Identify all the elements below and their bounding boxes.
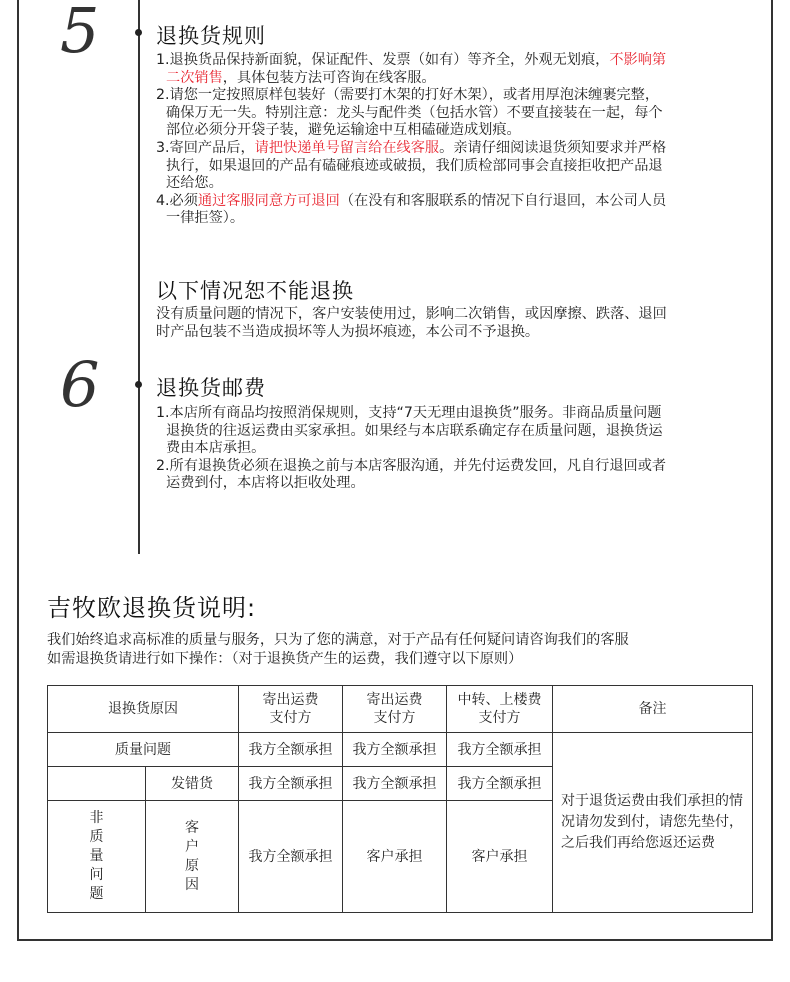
shipping-fee-table [47,685,753,913]
rule-3-text-cont2: 还给您。 [166,175,223,192]
table-cell: 我方全额承担 [447,767,553,801]
table-cell: 我方全额承担 [239,767,343,801]
rule-3-text-cont: 执行，如果退回的产品有磕碰痕迹或破损，我们质检部同事会直接拒收把产品退 [166,157,663,174]
reason-non-quality-text: 非质量问题 [89,810,104,902]
no-return-line-2: 时产品包装不当造成损坏等人为损坏痕迹，本公司不予退换。 [156,323,540,340]
reason-customer [146,801,239,913]
reason-quality: 质量问题 [48,733,239,767]
shipping-list [156,405,666,493]
table-cell: 我方全额承担 [447,733,553,767]
timeline-line [138,0,140,554]
table-cell: 客户承担 [343,801,447,913]
header-send-fee: 寄出运费 支付方 [239,686,343,733]
table-cell: 我方全额承担 [239,733,343,767]
rule-3-text-b: 。亲请仔细阅读退货须知要求并严格 [439,139,667,156]
rule-1-highlight: 不影响第 [609,52,667,68]
rules-list [156,52,666,228]
shipping-2-text: 2.所有退换货必须在退换之前与本店客服沟通，并先付运费发回，凡自行退回或者 [156,457,667,474]
policy-intro [47,631,629,668]
rule-4-highlight: 通过客服同意方可退回 [197,192,340,209]
rule-2-text: 2.请您一定按照原样包装好（需要打木架的打好木架），或者用厚泡沫缠裹完整， [156,87,660,104]
policy-title: 吉牧欧退换货说明: [47,594,257,622]
shipping-1-text: 1.本店所有商品均按照消保规则，支持“7天无理由退换货”服务。非商品质量问题 [156,405,662,421]
no-return-text [156,306,667,341]
reason-non-quality [48,801,146,913]
rule-2-text-cont: 确保万无一失。特别注意：龙头与配件类（包括水管）不要直接装在一起，每个 [166,104,663,121]
no-return-title: 以下情况恕不能退换 [156,279,354,303]
rules-title: 退换货规则 [156,24,266,48]
table-header-row [48,686,753,733]
timeline-dot [135,29,142,36]
shipping-1-text-cont: 退换货的往返运费由买家承担。如果经与本店联系确定存在质量问题，退换货运 [166,422,663,439]
rule-1-highlight-cont: 二次销售 [166,69,223,86]
rule-4-text: 4.必须 [156,192,198,209]
rule-3-text: 3.寄回产品后， [156,139,255,156]
rule-1-text-cont: ，具体包装方法可咨询在线客服。 [222,69,436,86]
policy-intro-line-2: 如需退换货请进行如下操作：（对于退换货产生的运费，我们遵守以下原则） [47,650,523,667]
rule-4-text-cont: 一律拒签）。 [166,210,245,227]
shipping-2-text-cont: 运费到付，本店将以拒收处理。 [166,475,365,492]
header-reason: 退换货原因 [48,686,239,733]
table-row [48,733,753,767]
table-cell: 客户承担 [447,801,553,913]
reason-wrong-item: 发错货 [146,767,239,801]
reason-customer-text: 客户原因 [185,819,199,893]
header-note: 备注 [553,686,753,733]
no-return-line-1: 没有质量问题的情况下，客户安装使用过，影响二次销售，或因摩擦、跌落、退回 [156,306,667,322]
rule-4-text-b: （在没有和客服联系的情况下自行退回，本公司人员 [339,192,667,209]
shipping-title: 退换货邮费 [156,376,266,400]
note-cell: 对于退货运费由我们承担的情况请勿发到付，请您先垫付，之后我们再给您返还运费 [553,733,753,913]
table-cell-empty [48,767,146,801]
rule-2-text-cont2: 部位必须分开袋子装，避免运输途中互相磕碰造成划痕。 [166,122,521,139]
step-number-5: 5 [60,0,100,67]
table-cell: 我方全额承担 [343,733,447,767]
policy-intro-line-1: 我们始终追求高标准的质量与服务，只为了您的满意，对于产品有任何疑问请咨询我们的客服 [47,632,629,648]
table-cell: 我方全额承担 [239,801,343,913]
table-cell: 我方全额承担 [343,767,447,801]
rule-1-text: 1.退换货品保持新面貌，保证配件、发票（如有）等齐全，外观无划痕， [156,52,610,68]
header-return-fee: 寄出运费 支付方 [343,686,447,733]
shipping-1-text-cont2: 费由本店承担。 [166,440,266,457]
step-number-6: 6 [60,348,100,421]
rule-3-highlight: 请把快递单号留言给在线客服 [254,139,440,156]
timeline-dot [135,381,142,388]
header-transfer-fee: 中转、上楼费 支付方 [447,686,553,733]
